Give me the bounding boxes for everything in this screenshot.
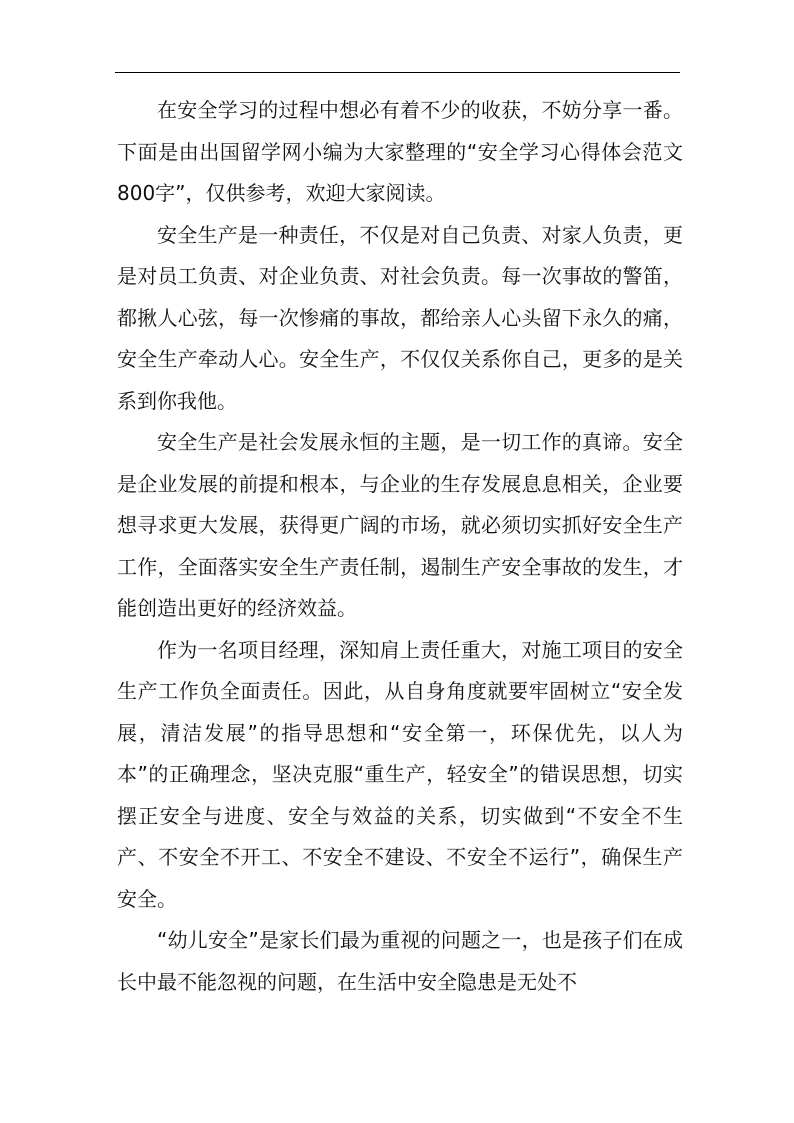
paragraph: 安全生产是社会发展永恒的主题，是一切工作的真谛。安全是企业发展的前提和根本，与企业的生存发展息息相关，企业要想寻求更大发展，获得更广阔的市场，就必须切实抓好安全生产工作，全面落实安全生产责任制，遏制生产安全事故的发生，才能创造出更好的经济效益。 — [117, 430, 683, 620]
body-text — [117, 90, 683, 1003]
paragraph: 作为一名项目经理，深知肩上责任重大，对施工项目的安全生产工作负全面责任。因此，从自身角度就要牢固树立“安全发展，清洁发展”的指导思想和“安全第一，环保优先，以人为本”的正确理念，坚决克服“重生产，轻安全”的错误思想，切实摆正安全与进度、安全与效益的关系，切实做到“不安全不生产、不安全不开工、不安全不建设、不安全不运行”，确保生产安全。 — [117, 637, 683, 911]
header-rule — [115, 72, 680, 73]
paragraph: “幼儿安全”是家长们最为重视的问题之一，也是孩子们在成长中最不能忽视的问题，在生活中安全隐患是无处不 — [117, 928, 683, 994]
paragraph: 在安全学习的过程中想必有着不少的收获，不妨分享一番。下面是由出国留学网小编为大家整理的“安全学习心得体会范文800字”，仅供参考，欢迎大家阅读。 — [117, 98, 683, 205]
paragraph: 安全生产是一种责任，不仅是对自己负责、对家人负责，更是对员工负责、对企业负责、对社会负责。每一次事故的警笛，都揪人心弦，每一次惨痛的事故，都给亲人心头留下永久的痛，安全生产牵动人心。安全生产，不仅仅关系你自己，更多的是关系到你我他。 — [117, 222, 683, 413]
